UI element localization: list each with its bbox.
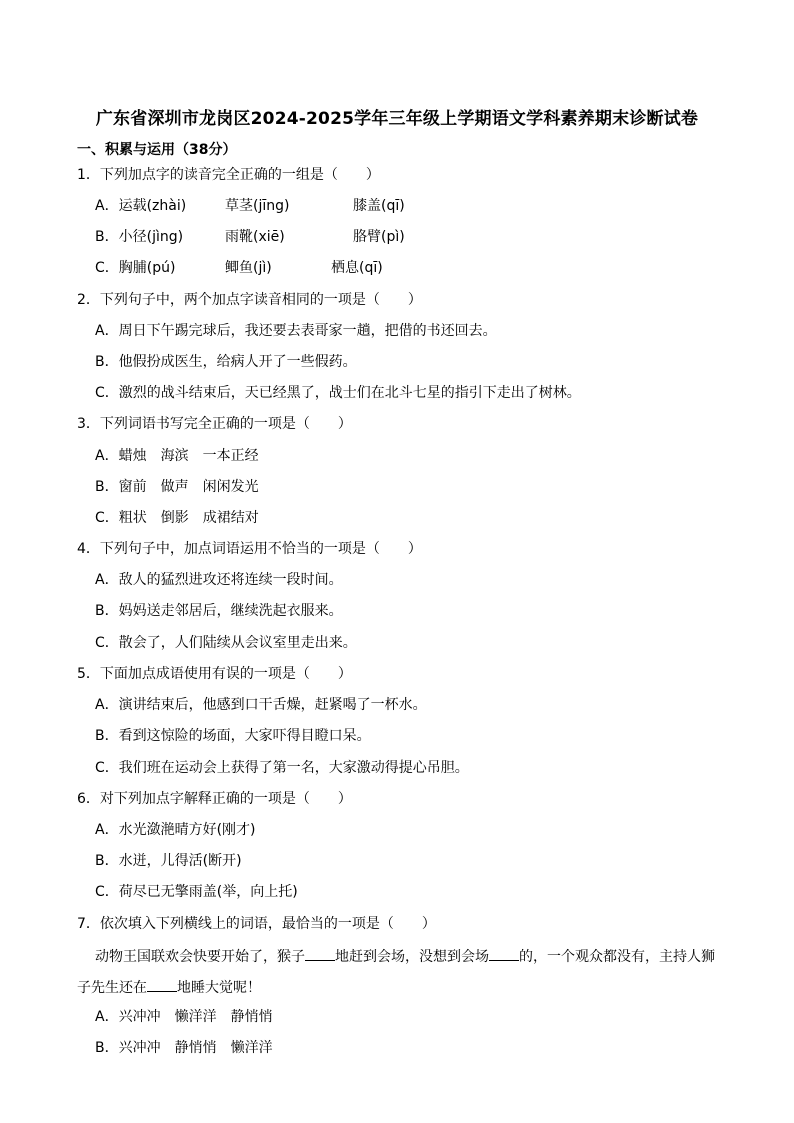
- option-item: B．窗前: [95, 479, 147, 495]
- question-1-option-b: [95, 228, 405, 246]
- option-item: 胳臂(pì): [353, 229, 405, 245]
- question-5-option-b: B．看到这惊险的场面，大家吓得目瞪口呆。: [95, 728, 371, 744]
- question-6-stem: 6．对下列加点字解释正确的一项是（ ）: [77, 791, 352, 807]
- option-item: 成裙结对: [202, 510, 259, 526]
- passage-text: 地睡大觉呢！: [177, 980, 261, 996]
- section-heading: 一、积累与运用（38分）: [77, 142, 237, 158]
- passage-text: 的，一个观众都没有，主持人狮: [519, 949, 715, 965]
- option-item: 倒影: [160, 510, 189, 526]
- question-6-option-a: A．水光潋滟晴方好(刚才): [95, 822, 256, 838]
- question-7-option-b: [95, 1039, 287, 1057]
- question-4-option-b: B．妈妈送走邻居后，继续洗起衣服来。: [95, 603, 343, 619]
- question-1-option-c: [95, 259, 383, 277]
- option-item: 膝盖(qī): [353, 198, 405, 214]
- option-item: 一本正经: [202, 448, 259, 464]
- option-item: 做声: [160, 479, 189, 495]
- passage-text: 子先生还在: [77, 980, 147, 996]
- option-item: 栖息(qī): [331, 260, 383, 276]
- question-7-passage-line-2: [77, 977, 261, 997]
- passage-text: 动物王国联欢会快要开始了，猴子: [95, 949, 305, 965]
- option-item: 懒洋洋: [230, 1040, 273, 1056]
- question-3-stem: 3．下列词语书写完全正确的一项是（ ）: [77, 416, 352, 432]
- option-item: B．兴冲冲: [95, 1040, 161, 1056]
- question-7-stem: 7．依次填入下列横线上的词语，最恰当的一项是（ ）: [77, 916, 436, 932]
- option-item: A．蜡烛: [95, 448, 147, 464]
- question-1-option-a: [95, 197, 405, 215]
- exam-title: 广东省深圳市龙岗区2024-2025学年三年级上学期语文学科素养期末诊断试卷: [95, 109, 699, 129]
- question-6-option-b: B．水迸，儿得活(断开): [95, 853, 242, 869]
- question-3-option-c: [95, 509, 273, 527]
- question-3-option-a: [95, 447, 273, 465]
- option-item: C．粗状: [95, 510, 147, 526]
- option-item: 海滨: [160, 448, 189, 464]
- question-2-option-b: B．他假扮成医生，给病人开了一些假药。: [95, 354, 357, 370]
- passage-text: 地赶到会场，没想到会场: [335, 949, 489, 965]
- question-3-option-b: [95, 478, 273, 496]
- answer-blank: [147, 977, 177, 992]
- question-4-option-a: A．敌人的猛烈进攻还将连续一段时间。: [95, 572, 343, 588]
- option-item: A．运载(zhài): [95, 198, 187, 214]
- question-1-stem: 1．下列加点字的读音完全正确的一组是（ ）: [77, 167, 380, 183]
- option-item: C．胸脯(pú): [95, 260, 176, 276]
- option-item: 雨靴(xiē): [225, 229, 285, 245]
- question-4-stem: 4．下列句子中，加点词语运用不恰当的一项是（ ）: [77, 541, 422, 557]
- answer-blank: [489, 946, 519, 961]
- question-5-option-a: A．演讲结束后，他感到口干舌燥，赶紧喝了一杯水。: [95, 697, 427, 713]
- question-7-option-a: [95, 1008, 287, 1026]
- question-2-option-c: C．激烈的战斗结束后，天已经黑了，战士们在北斗七星的指引下走出了树林。: [95, 385, 581, 401]
- option-item: 闲闲发光: [202, 479, 259, 495]
- question-5-stem: 5．下面加点成语使用有误的一项是（ ）: [77, 666, 352, 682]
- answer-blank: [305, 946, 335, 961]
- option-item: 懒洋洋: [174, 1009, 217, 1025]
- question-4-option-c: C．散会了，人们陆续从会议室里走出来。: [95, 635, 357, 651]
- option-item: 静悄悄: [174, 1040, 217, 1056]
- option-item: A．兴冲冲: [95, 1009, 161, 1025]
- option-item: 静悄悄: [230, 1009, 273, 1025]
- option-item: 鲫鱼(jì): [225, 260, 272, 276]
- question-6-option-c: C．荷尽已无擎雨盖(举，向上托): [95, 884, 298, 900]
- question-7-passage-line-1: [95, 946, 715, 966]
- question-2-stem: 2．下列句子中，两个加点字读音相同的一项是（ ）: [77, 292, 422, 308]
- question-2-option-a: A．周日下午踢完球后，我还要去表哥家一趟，把借的书还回去。: [95, 323, 497, 339]
- option-item: 草茎(jīng): [225, 198, 290, 214]
- option-item: B．小径(jìng): [95, 229, 184, 245]
- question-5-option-c: C．我们班在运动会上获得了第一名，大家激动得提心吊胆。: [95, 760, 469, 776]
